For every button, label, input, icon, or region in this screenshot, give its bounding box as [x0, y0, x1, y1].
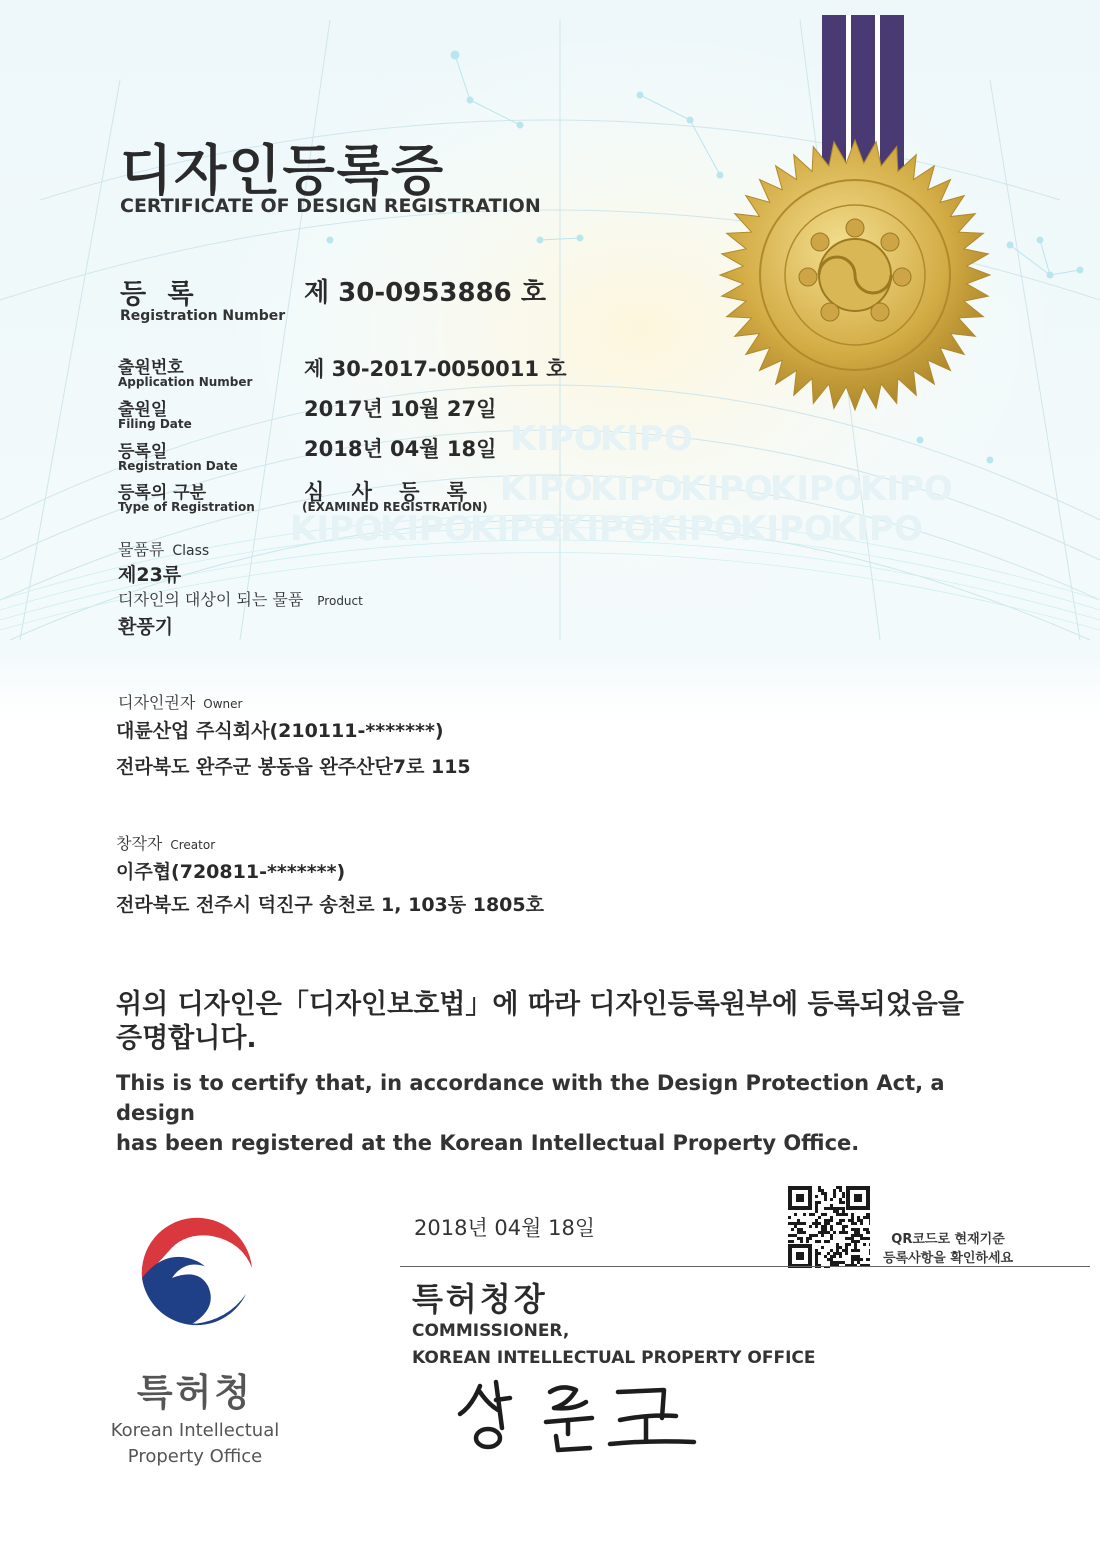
svg-text:KIPO: KIPO — [860, 469, 953, 509]
svg-text:KIPO: KIPO — [590, 469, 683, 509]
owner-name: 대륜산업 주식회사(210111-*******) — [116, 720, 444, 742]
certification-english-line2: has been registered at the Korean Intellectual Property Office. — [116, 1131, 860, 1155]
organization-name-korean: 특허청 — [136, 1371, 254, 1414]
qr-note-line2: 등록사항을 확인하세요 — [883, 1251, 1014, 1266]
svg-text:KIPO: KIPO — [650, 509, 743, 549]
creator-address: 전라북도 전주시 덕진구 송천로 1, 103동 1805호 — [116, 894, 544, 916]
svg-text:KIPO: KIPO — [470, 509, 563, 549]
filing-date-label-en: Filing Date — [118, 417, 192, 431]
owner-label — [118, 690, 242, 713]
registration-date-label-ko: 등록일 — [118, 442, 168, 462]
commissioner-title-korean: 특허청장 — [412, 1280, 548, 1318]
owner-label-en: Owner — [203, 697, 243, 711]
registration-date-label-en: Registration Date — [118, 459, 238, 473]
commissioner-english-line1: COMMISSIONER, — [412, 1321, 570, 1341]
application-number-label-ko: 출원번호 — [118, 358, 184, 378]
qr-note — [883, 1230, 1013, 1268]
registration-type: 심 사 등 록 — [304, 480, 478, 504]
creator-label-en: Creator — [170, 838, 216, 852]
svg-text:KIPO: KIPO — [290, 509, 383, 549]
commissioner-signature — [450, 1370, 710, 1460]
registration-label-ko: 등 록 — [120, 279, 200, 310]
svg-text:KIPO: KIPO — [560, 509, 653, 549]
svg-text:KIPO: KIPO — [770, 469, 863, 509]
product-value: 환풍기 — [118, 616, 174, 638]
taegeuk-logo — [132, 1212, 262, 1338]
commissioner-title-english — [412, 1318, 815, 1372]
registration-type-label-en: Type of Registration — [118, 500, 255, 514]
product-label — [118, 587, 363, 610]
commissioner-english-line2: KOREAN INTELLECTUAL PROPERTY OFFICE — [412, 1348, 816, 1368]
svg-text:KIPO: KIPO — [680, 469, 773, 509]
svg-text:KIPO: KIPO — [600, 419, 693, 459]
product-label-ko: 디자인의 대상이 되는 물품 — [118, 590, 304, 609]
registration-type-label-ko: 등록의 구분 — [118, 483, 207, 503]
divider-line — [400, 1266, 1090, 1267]
issue-date: 2018년 04월 18일 — [414, 1216, 596, 1240]
class-label — [118, 537, 209, 560]
class-label-en: Class — [172, 543, 210, 559]
qr-note-line1: QR코드로 현재기준 — [891, 1232, 1005, 1247]
qr-code[interactable] — [788, 1186, 870, 1268]
organization-name-english — [100, 1418, 290, 1470]
svg-text:KIPO: KIPO — [380, 509, 473, 549]
svg-text:KIPO: KIPO — [830, 509, 923, 549]
application-number-label-en: Application Number — [118, 375, 253, 389]
certification-english-line1: This is to certify that, in accordance with the Design Protection Act, a design — [116, 1071, 945, 1125]
class-label-ko: 물품류 — [118, 540, 165, 559]
class-value: 제23류 — [118, 564, 182, 586]
owner-address: 전라북도 완주군 봉동읍 완주산단7로 115 — [116, 756, 471, 778]
gold-seal — [720, 140, 990, 410]
filing-date-label-ko: 출원일 — [118, 400, 168, 420]
certification-english — [116, 1068, 1016, 1158]
svg-text:KIPO: KIPO — [500, 469, 593, 509]
svg-text:KIPO: KIPO — [510, 419, 603, 459]
title-english: CERTIFICATE OF DESIGN REGISTRATION — [120, 195, 541, 217]
owner-label-ko: 디자인권자 — [118, 693, 196, 712]
application-number: 제 30-2017-0050011 호 — [304, 357, 567, 381]
registration-type-sub: (EXAMINED REGISTRATION) — [302, 500, 488, 514]
organization-english-line2: Property Office — [127, 1446, 263, 1467]
svg-text:KIPO: KIPO — [740, 509, 833, 549]
certification-korean-line2: 증명합니다. — [116, 1023, 257, 1054]
product-label-en: Product — [317, 594, 363, 608]
filing-date: 2017년 10월 27일 — [304, 397, 497, 421]
creator-label-ko: 창작자 — [116, 834, 163, 853]
creator-name: 이주협(720811-*******) — [116, 861, 346, 883]
organization-english-line1: Korean Intellectual — [110, 1420, 280, 1441]
registration-number: 제 30-0953886 호 — [304, 278, 546, 308]
certification-korean-line1: 위의 디자인은「디자인보호법」에 따라 디자인등록원부에 등록되었음을 — [116, 989, 964, 1020]
creator-label — [116, 831, 215, 854]
certification-korean — [116, 988, 1016, 1056]
registration-date: 2018년 04월 18일 — [304, 437, 497, 461]
registration-label-en: Registration Number — [120, 308, 286, 324]
title-korean: 디자인등록증 — [120, 139, 445, 202]
